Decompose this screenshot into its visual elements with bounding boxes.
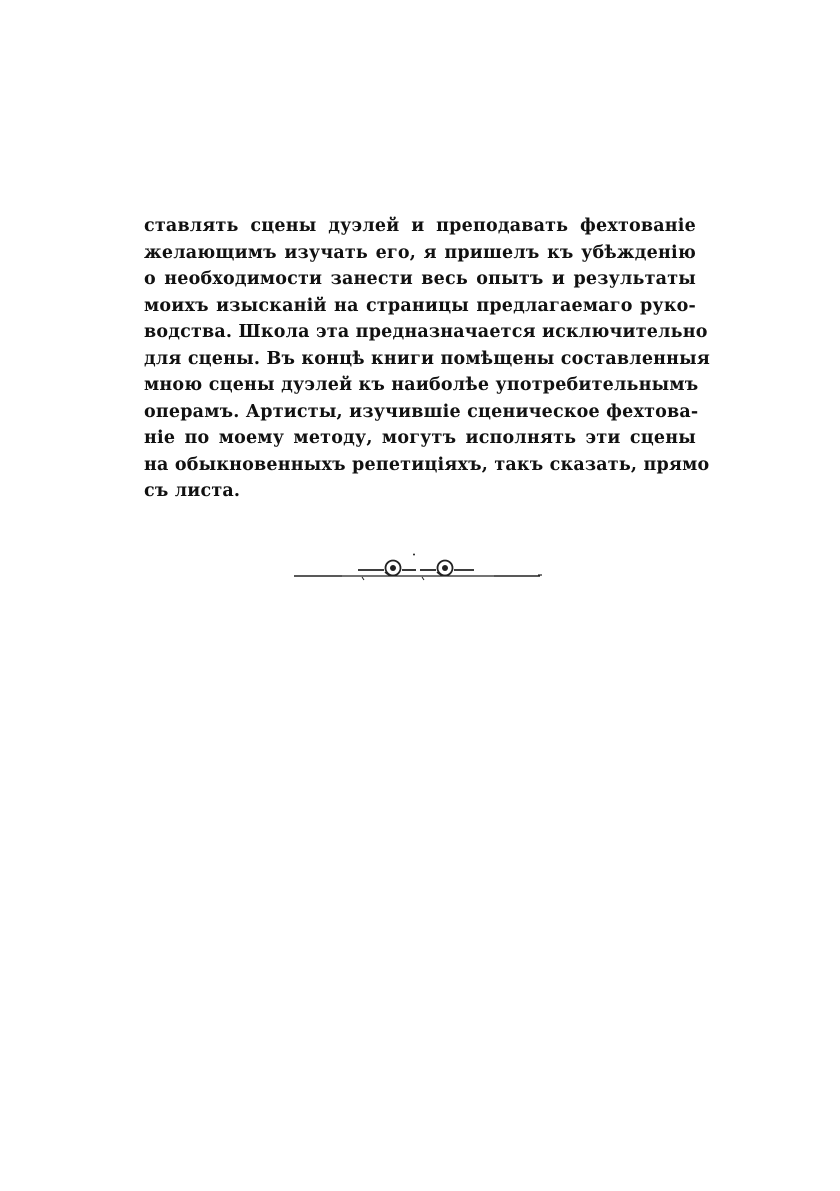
paragraph-line: моихъ изысканій на страницы предлагаемаго руко-: [144, 295, 696, 316]
paragraph-line: ставлять сцены дуэлей и преподавать фехтованіе: [144, 216, 696, 236]
paragraph-line: водства. Школа эта предназначается исключительно: [144, 322, 708, 342]
paragraph-line: ніе по моему методу, могутъ исполнять эти сцены: [144, 428, 696, 448]
paragraph-line: на обыкновенныхъ репетиціяхъ, такъ сказать, прямо: [144, 454, 710, 475]
paragraph-line: съ листа.: [144, 481, 241, 501]
paragraph-line: для сцены. Въ концѣ книги помѣщены составленныя: [144, 348, 711, 369]
body-paragraph: [144, 213, 711, 505]
paragraph-line: о необходимости занести весь опытъ и результаты: [144, 269, 696, 289]
decorative-rule-ornament: [294, 553, 544, 585]
paragraph-line: мною сцены дуэлей къ наиболѣе употребительнымъ: [144, 375, 699, 395]
paragraph-line: операмъ. Артисты, изучившіе сценическое фехтова-: [144, 401, 699, 422]
paragraph-line: желающимъ изучать его, я пришелъ къ убѣжденію: [144, 242, 696, 263]
